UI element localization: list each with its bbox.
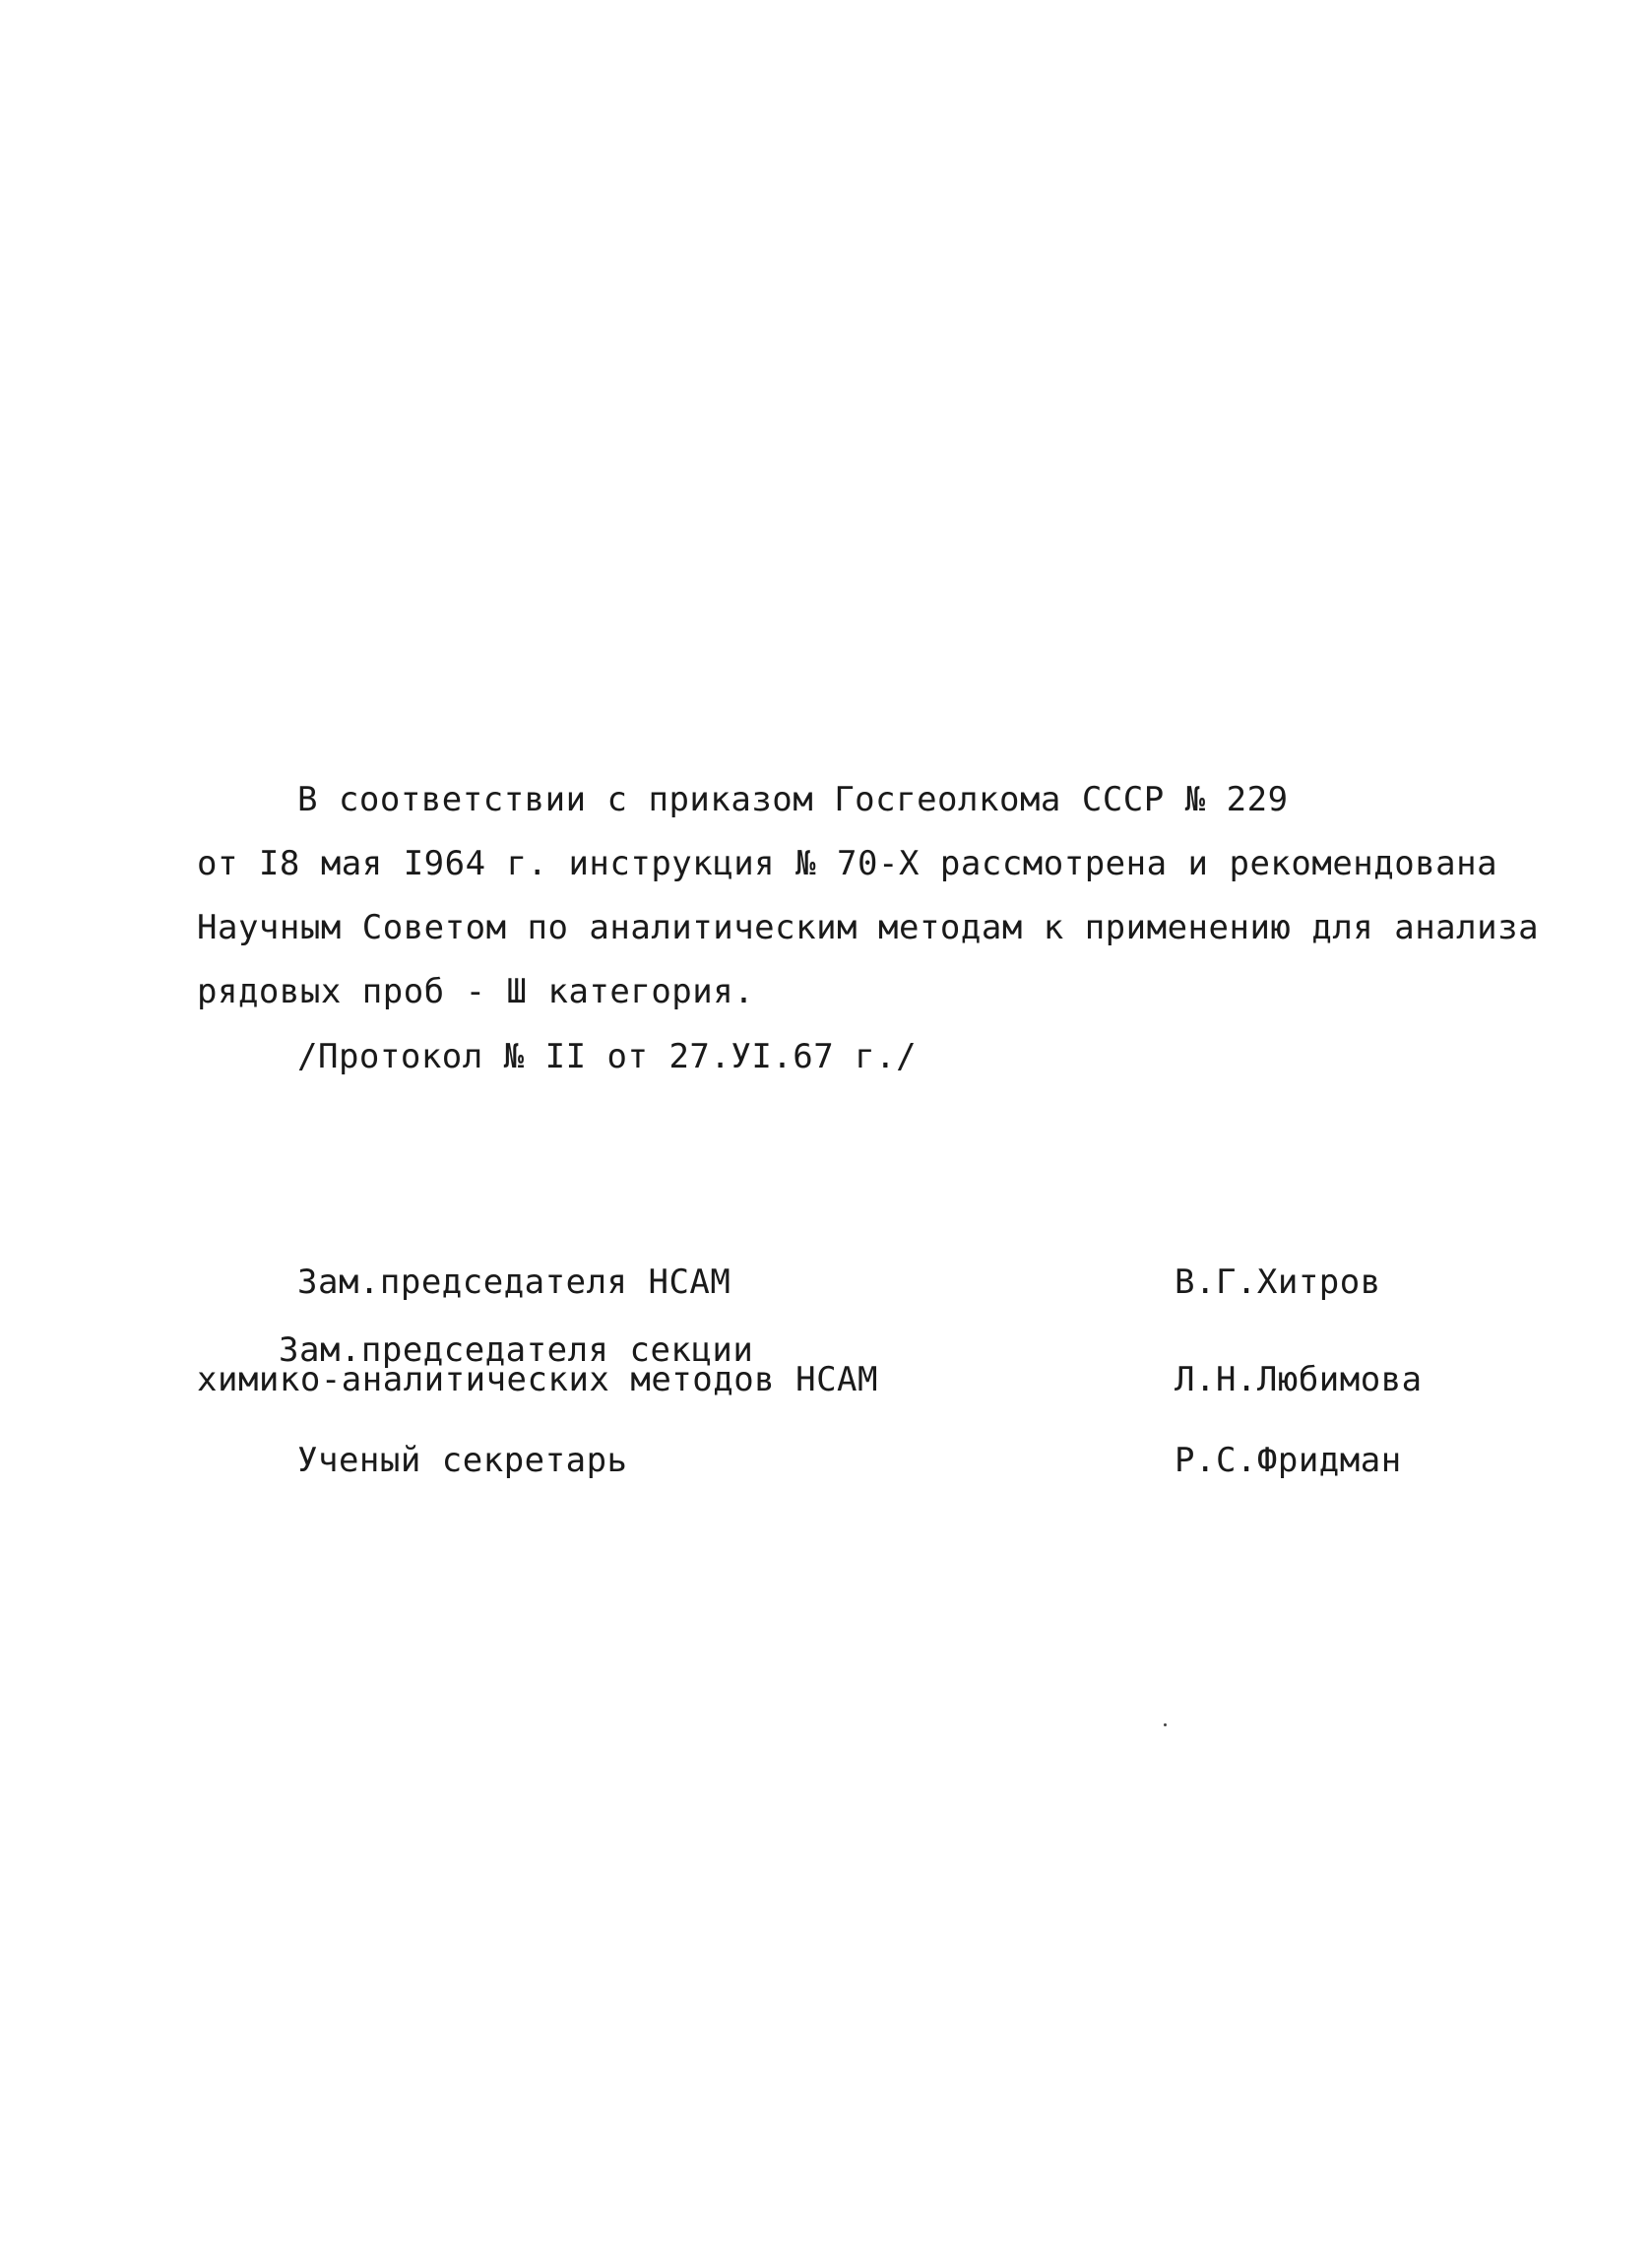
signature-position-1: Зам.председателя НСАМ bbox=[297, 1263, 731, 1302]
signature-name-3: Р.С.Фридман bbox=[1175, 1441, 1402, 1480]
stray-mark bbox=[1164, 1723, 1167, 1726]
signature-name-1: В.Г.Хитров bbox=[1175, 1263, 1381, 1302]
approval-line-4: рядовых проб - Ш категория. bbox=[197, 972, 755, 1011]
approval-line-1: В соответствии с приказом Госгеолкома СССР № 229 bbox=[297, 780, 1289, 819]
signature-position-2-line-2: химико-аналитических методов НСАМ bbox=[197, 1360, 879, 1399]
protocol-line: /Протокол № II от 27.УI.67 г./ bbox=[297, 1037, 918, 1076]
approval-line-2: от I8 мая I964 г. инструкция № 70-Х рассмотрена и рекомендована bbox=[197, 844, 1498, 883]
approval-line-3: Научным Советом по аналитическим методам к применению для анализа bbox=[197, 908, 1540, 947]
signature-name-2: Л.Н.Любимова bbox=[1175, 1360, 1423, 1399]
signature-position-2-line-1: Зам.председателя секции bbox=[279, 1330, 754, 1370]
signature-position-3: Ученый секретарь bbox=[297, 1441, 628, 1480]
